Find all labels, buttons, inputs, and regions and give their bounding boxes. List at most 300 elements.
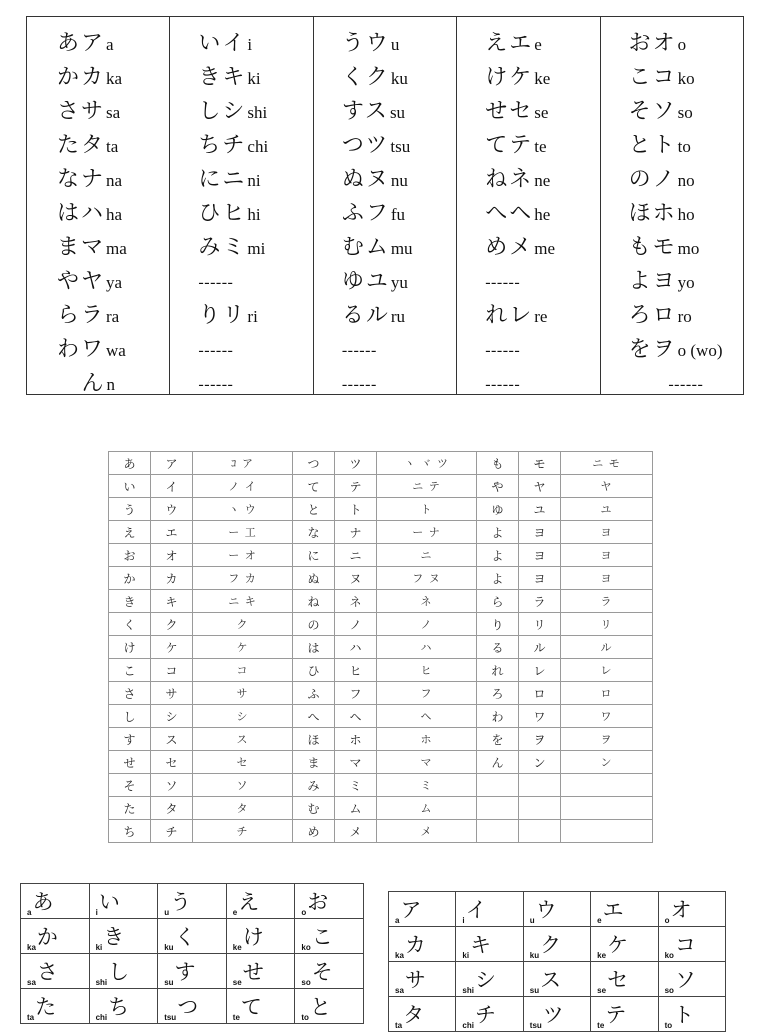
romaji: ho — [677, 205, 695, 224]
kana-cell: い — [109, 475, 151, 498]
kana-pair: にニ — [198, 167, 247, 192]
kana-cell — [457, 299, 599, 333]
kana-cell: フ — [335, 682, 377, 705]
kana-cell — [314, 265, 456, 299]
grid-romaji: chi — [95, 1012, 108, 1022]
kana-pair: きキ — [198, 65, 247, 90]
stroke-order-cell: ン — [561, 751, 653, 774]
grid-cell — [658, 892, 725, 927]
grid-romaji: o — [664, 915, 670, 925]
stroke-order-cell: ソ — [193, 774, 293, 797]
stroke-order-cell — [561, 774, 653, 797]
kana-cell: け — [109, 636, 151, 659]
grid-romaji: u — [164, 907, 170, 917]
kana-cell: に — [293, 544, 335, 567]
kana-cell: ゆ — [477, 498, 519, 521]
grid-cell — [658, 962, 725, 997]
grid-kana: い — [98, 889, 120, 914]
romaji: tsu — [390, 137, 411, 156]
grid-cell — [295, 954, 364, 989]
kana-cell — [601, 197, 743, 231]
kana-cell: タ — [151, 797, 193, 820]
stroke-order-cell: ー 工 — [193, 521, 293, 544]
grid-romaji: so — [664, 985, 674, 995]
kana-cell: ろ — [477, 682, 519, 705]
romaji: n — [106, 375, 115, 394]
romaji: i — [247, 35, 253, 54]
kana-pair: なナ — [57, 167, 106, 192]
kana-cell: う — [109, 498, 151, 521]
kana-pair: へヘ — [485, 201, 534, 226]
grid-kana: イ — [465, 897, 487, 922]
grid-romaji: ki — [462, 950, 470, 960]
romaji: to — [677, 137, 691, 156]
stroke-order-cell: ニ — [377, 544, 477, 567]
romaji: e — [534, 35, 542, 54]
kana-cell: マ — [335, 751, 377, 774]
romaji: ki — [247, 69, 261, 88]
kana-cell: コ — [151, 659, 193, 682]
stroke-order-cell: レ — [561, 659, 653, 682]
grid-cell — [295, 884, 364, 919]
kana-cell: サ — [151, 682, 193, 705]
romaji: yu — [390, 273, 408, 292]
romaji: ku — [390, 69, 408, 88]
stroke-order-cell: シ — [193, 705, 293, 728]
kana-cell: ユ — [519, 498, 561, 521]
romaji: ta — [106, 137, 119, 156]
grid-cell — [295, 919, 364, 954]
stroke-order-cell: ヤ — [561, 475, 653, 498]
kana-pair: よヨ — [628, 269, 677, 294]
kana-cell: あ — [109, 452, 151, 475]
grid-romaji: ko — [664, 950, 674, 960]
grid-romaji: a — [27, 907, 32, 917]
grid-kana: こ — [311, 924, 333, 949]
kana-pair: みミ — [198, 235, 247, 260]
grid-kana: え — [238, 889, 260, 914]
grid-romaji: sa — [27, 977, 36, 987]
kana-cell: せ — [109, 751, 151, 774]
grid-romaji: to — [301, 1012, 309, 1022]
kana-cell — [27, 299, 169, 333]
kana-pair: はハ — [57, 201, 106, 226]
romaji: no — [677, 171, 695, 190]
kana-cell: ハ — [335, 636, 377, 659]
kana-cell: さ — [109, 682, 151, 705]
kana-pair: ちチ — [198, 133, 247, 158]
kana-cell — [27, 231, 169, 265]
hiragana-grid — [20, 883, 364, 1024]
kana-cell: ヲ — [519, 728, 561, 751]
grid-cell — [523, 997, 590, 1032]
stroke-row — [109, 797, 653, 820]
romaji: ra — [106, 307, 120, 326]
grid-kana: セ — [607, 967, 629, 992]
kana-cell — [170, 299, 312, 333]
kana-cell — [314, 61, 456, 95]
kana-cell — [601, 333, 743, 367]
grid-cell — [591, 927, 658, 962]
stroke-row — [109, 659, 653, 682]
grid-cell — [456, 927, 523, 962]
grid-kana: カ — [404, 932, 426, 957]
grid-row — [21, 919, 364, 954]
kana-cell: ノ — [335, 613, 377, 636]
kana-pair: おオ — [628, 31, 677, 56]
grid-romaji: to — [664, 1020, 673, 1030]
kana-column-o — [600, 17, 743, 394]
kana-cell: を — [477, 728, 519, 751]
stroke-order-cell: ク — [193, 613, 293, 636]
grid-romaji: te — [597, 1020, 605, 1030]
stroke-order-cell: ユ — [561, 498, 653, 521]
kana-cell — [314, 27, 456, 61]
romaji: ka — [106, 69, 123, 88]
stroke-order-cell: サ — [193, 682, 293, 705]
romaji: nu — [390, 171, 408, 190]
kana-cell — [314, 231, 456, 265]
kana-cell — [457, 129, 599, 163]
kana-cell: ツ — [335, 452, 377, 475]
grid-cell — [21, 919, 90, 954]
kana-cell — [601, 61, 743, 95]
kana-column-e — [456, 17, 599, 394]
kana-pair: るル — [341, 303, 390, 328]
kana-cell: ふ — [293, 682, 335, 705]
kana-cell: イ — [151, 475, 193, 498]
kana-cell — [457, 95, 599, 129]
kana-cell — [314, 95, 456, 129]
kana-cell — [27, 333, 169, 367]
kana-cell — [170, 27, 312, 61]
kana-pair: まマ — [57, 235, 106, 260]
grid-romaji: ke — [232, 942, 242, 952]
kana-cell: セ — [151, 751, 193, 774]
stroke-order-cell: ｺ ア — [193, 452, 293, 475]
grid-kana: し — [108, 959, 130, 984]
stroke-order-cell: ー ナ — [377, 521, 477, 544]
grid-kana: ツ — [542, 1002, 564, 1027]
kana-pair: しシ — [198, 99, 247, 124]
kana-cell — [27, 197, 169, 231]
kana-pair: ねネ — [485, 167, 534, 192]
romaji: te — [534, 137, 547, 156]
kana-cell: わ — [477, 705, 519, 728]
grid-cell — [226, 989, 295, 1024]
grid-romaji: e — [232, 907, 238, 917]
kana-cell-empty — [170, 333, 312, 367]
kana-cell: ヨ — [519, 521, 561, 544]
kana-cell-empty — [170, 367, 312, 401]
kana-cell — [601, 27, 743, 61]
stroke-row — [109, 636, 653, 659]
kana-cell-empty — [314, 333, 456, 367]
stroke-order-cell: フ カ — [193, 567, 293, 590]
kana-cell-empty — [170, 265, 312, 299]
romaji: se — [534, 103, 549, 122]
kana-cell: も — [477, 452, 519, 475]
grid-romaji: chi — [462, 1020, 474, 1030]
kana-cell: た — [109, 797, 151, 820]
empty-dash: ------ — [341, 342, 377, 359]
kana-cell: や — [477, 475, 519, 498]
kana-cell: ケ — [151, 636, 193, 659]
stroke-order-table — [108, 451, 653, 843]
stroke-order-cell: ヽ ウ — [193, 498, 293, 521]
grid-cell — [158, 884, 227, 919]
kana-cell: な — [293, 521, 335, 544]
kana-cell: ち — [109, 820, 151, 843]
kana-pair: りリ — [198, 303, 247, 328]
grid-cell — [591, 962, 658, 997]
stroke-row — [109, 475, 653, 498]
romaji: ya — [106, 273, 123, 292]
grid-cell — [591, 892, 658, 927]
romaji: ro — [677, 307, 692, 326]
romaji: ha — [106, 205, 123, 224]
kana-cell: ネ — [335, 590, 377, 613]
kana-cell — [170, 197, 312, 231]
kana-pair: のノ — [628, 167, 677, 192]
stroke-order-cell: ケ — [193, 636, 293, 659]
kana-cell — [27, 367, 169, 401]
stroke-order-cell: メ — [377, 820, 477, 843]
grid-cell — [523, 892, 590, 927]
grid-cell — [226, 954, 295, 989]
stroke-order-cell: チ — [193, 820, 293, 843]
kana-cell — [314, 163, 456, 197]
romaji: wa — [106, 341, 126, 360]
kana-pair: ほホ — [628, 201, 677, 226]
hiragana-grid-body — [21, 884, 364, 1024]
kana-column-a — [27, 17, 169, 394]
grid-kana: ち — [108, 994, 130, 1019]
kana-cell — [27, 27, 169, 61]
grid-row — [389, 962, 726, 997]
grid-row — [21, 954, 364, 989]
stroke-row — [109, 774, 653, 797]
kana-pair: ゆユ — [341, 269, 390, 294]
stroke-order-cell: セ — [193, 751, 293, 774]
kana-cell: レ — [519, 659, 561, 682]
kana-cell — [477, 797, 519, 820]
romaji: ri — [247, 307, 258, 326]
grid-romaji: ke — [597, 950, 607, 960]
grid-row — [389, 927, 726, 962]
grid-cell — [21, 989, 90, 1024]
grid-romaji: sa — [395, 985, 404, 995]
kana-pair: けケ — [485, 65, 534, 90]
kana-cell — [27, 163, 169, 197]
romaji: ko — [677, 69, 695, 88]
kana-cell: キ — [151, 590, 193, 613]
stroke-order-cell: ロ — [561, 682, 653, 705]
romaji: ke — [534, 69, 551, 88]
stroke-order-cell: リ — [561, 613, 653, 636]
stroke-order-cell: ヒ — [377, 659, 477, 682]
grid-kana: て — [240, 994, 262, 1019]
kana-cell — [27, 61, 169, 95]
stroke-order-cell: ヲ — [561, 728, 653, 751]
stroke-order-cell: ホ — [377, 728, 477, 751]
grid-kana: く — [174, 924, 196, 949]
stroke-order-cell: ニ テ — [377, 475, 477, 498]
grid-romaji: ta — [395, 1020, 403, 1030]
stroke-order-cell — [561, 820, 653, 843]
empty-dash: ------ — [668, 376, 704, 393]
kana-cell: よ — [477, 567, 519, 590]
grid-romaji: se — [232, 977, 242, 987]
stroke-order-cell: ト — [377, 498, 477, 521]
stroke-order-cell: ワ — [561, 705, 653, 728]
kana-pair: やヤ — [57, 269, 106, 294]
grid-kana: か — [36, 924, 58, 949]
grid-cell — [226, 919, 295, 954]
kana-pair: そソ — [628, 99, 677, 124]
grid-cell — [158, 919, 227, 954]
grid-romaji: ka — [27, 942, 36, 952]
kana-cell: ぬ — [293, 567, 335, 590]
romaji: shi — [247, 103, 268, 122]
kana-cell: め — [293, 820, 335, 843]
kana-pair: れレ — [485, 303, 534, 328]
grid-romaji: ki — [95, 942, 103, 952]
kana-cell: え — [109, 521, 151, 544]
grid-kana: さ — [36, 959, 58, 984]
grid-kana: と — [309, 994, 331, 1019]
stroke-order-cell: ネ — [377, 590, 477, 613]
kana-cell — [170, 129, 312, 163]
kana-pair: とト — [628, 133, 677, 158]
romaji: me — [534, 239, 556, 258]
grid-row — [21, 884, 364, 919]
grid-romaji: o — [301, 907, 307, 917]
grid-kana: テ — [605, 1002, 627, 1027]
stroke-order-cell: ヨ — [561, 521, 653, 544]
grid-row — [389, 997, 726, 1032]
kana-cell: ク — [151, 613, 193, 636]
kana-cell: ム — [335, 797, 377, 820]
romaji: re — [534, 307, 548, 326]
grid-kana: つ — [177, 994, 199, 1019]
kana-pair: こコ — [628, 65, 677, 90]
stroke-row — [109, 682, 653, 705]
grid-row — [21, 989, 364, 1024]
grid-romaji: te — [232, 1012, 240, 1022]
grid-kana: す — [174, 959, 196, 984]
grid-row — [389, 892, 726, 927]
grid-romaji: e — [597, 915, 602, 925]
grid-cell — [158, 954, 227, 989]
kana-cell — [314, 299, 456, 333]
grid-cell — [591, 997, 658, 1032]
grid-kana: せ — [242, 959, 264, 984]
stroke-order-cell: ノ イ — [193, 475, 293, 498]
romaji: ma — [106, 239, 127, 258]
kana-pair: たタ — [57, 133, 106, 158]
stroke-order-cell: ノ — [377, 613, 477, 636]
kana-cell: て — [293, 475, 335, 498]
katakana-grid — [388, 891, 726, 1032]
grid-romaji: so — [301, 977, 311, 987]
kana-pair: ん — [81, 371, 106, 396]
grid-kana: き — [103, 924, 125, 949]
grid-cell — [456, 962, 523, 997]
kana-cell: ス — [151, 728, 193, 751]
grid-cell — [523, 962, 590, 997]
kana-cell: ワ — [519, 705, 561, 728]
kana-pair: うウ — [341, 31, 390, 56]
kana-pair: てテ — [485, 133, 534, 158]
kana-pair: すス — [341, 99, 389, 124]
kana-pair: をヲ — [628, 337, 677, 362]
kana-cell: し — [109, 705, 151, 728]
kana-pair: つツ — [341, 133, 390, 158]
grid-kana: た — [35, 994, 57, 1019]
kana-cell: へ — [293, 705, 335, 728]
romaji: mi — [247, 239, 266, 258]
grid-kana: ク — [540, 932, 562, 957]
romaji: fu — [390, 205, 405, 224]
stroke-order-cell: ス — [193, 728, 293, 751]
kana-cell: カ — [151, 567, 193, 590]
grid-cell — [21, 884, 90, 919]
grid-cell — [226, 884, 295, 919]
kana-pair: さサ — [57, 99, 106, 124]
grid-kana: う — [170, 889, 192, 914]
romaji: yo — [677, 273, 695, 292]
grid-kana: そ — [311, 959, 333, 984]
kana-cell-empty — [457, 265, 599, 299]
stroke-order-cell: ム — [377, 797, 477, 820]
stroke-order-cell: ミ — [377, 774, 477, 797]
stroke-order-cell: ヽ ヾ ツ — [377, 452, 477, 475]
romaji: he — [534, 205, 551, 224]
grid-kana: ス — [540, 967, 562, 992]
stroke-row — [109, 820, 653, 843]
grid-kana: チ — [474, 1002, 496, 1027]
kana-pair: むム — [341, 235, 390, 260]
kana-cell: ん — [477, 751, 519, 774]
grid-romaji: u — [529, 915, 535, 925]
grid-kana: コ — [674, 932, 696, 957]
kana-pair: ぬヌ — [341, 167, 390, 192]
kana-pair: せセ — [485, 99, 534, 124]
kana-cell: れ — [477, 659, 519, 682]
kana-cell: そ — [109, 774, 151, 797]
grid-romaji: tsu — [529, 1020, 542, 1030]
kana-cell: つ — [293, 452, 335, 475]
grid-romaji: i — [462, 915, 465, 925]
kana-cell — [601, 95, 743, 129]
kana-cell: む — [293, 797, 335, 820]
kana-cell: モ — [519, 452, 561, 475]
empty-dash: ------ — [198, 376, 234, 393]
grid-kana: ト — [673, 1002, 695, 1027]
kana-cell — [314, 129, 456, 163]
kana-cell: は — [293, 636, 335, 659]
grid-kana: キ — [470, 932, 492, 957]
kana-cell: ホ — [335, 728, 377, 751]
stroke-order-body — [109, 452, 653, 843]
kana-cell: ヨ — [519, 567, 561, 590]
kana-pair: くク — [341, 65, 390, 90]
kana-cell: き — [109, 590, 151, 613]
kana-cell: ウ — [151, 498, 193, 521]
stroke-row — [109, 728, 653, 751]
kana-cell: ソ — [151, 774, 193, 797]
